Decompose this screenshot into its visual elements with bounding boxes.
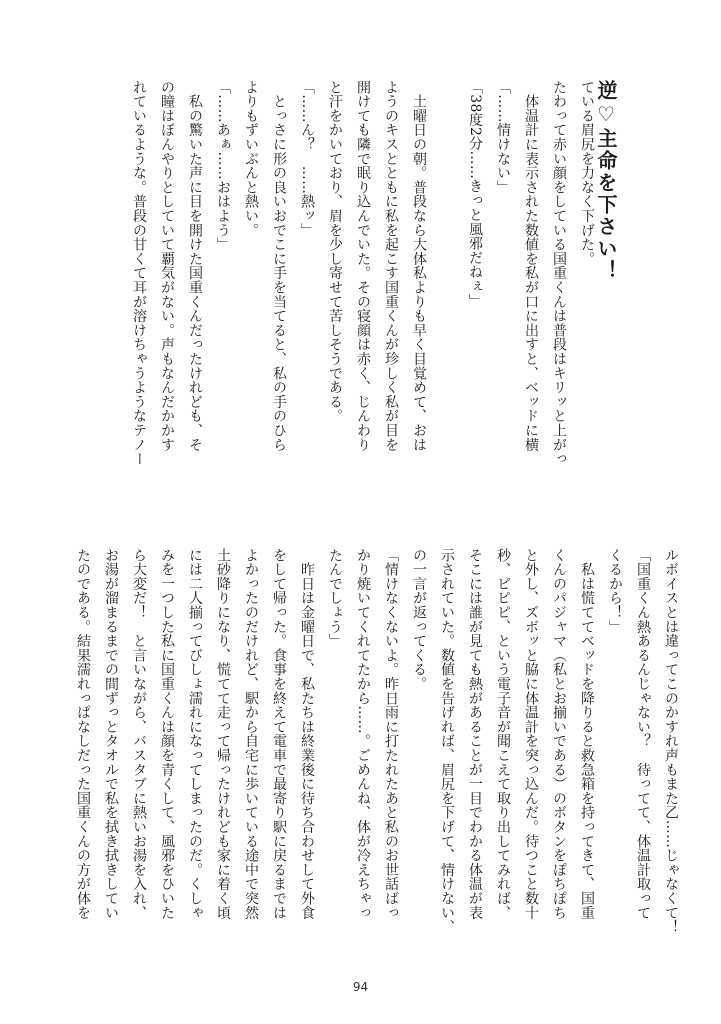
text-line: ルボイスとは違ってこのかすれ声もまた乙……じゃなくて！ xyxy=(663,548,679,935)
text-line: の一言が返ってくる。 xyxy=(411,548,427,691)
text-line: 土砂降りになり、慌てて走って帰ったけれども家に着く頃 xyxy=(215,548,231,920)
text-line: 私の驚いた声に目を開けた国重くんだったけれども、そ xyxy=(187,80,203,452)
lower-text-column xyxy=(25,548,685,950)
text-line: 「38度2分……きっと風邪だねぇ」 xyxy=(467,80,483,308)
text-line: そこには誰が見ても熱があることが一目でわかる体温が表 xyxy=(467,548,483,920)
text-line: たわって赤い顔をしている国重くんは普段はキリッと上がっ xyxy=(551,80,567,467)
text-line: とっさに形の良いおでこに手を当てると、私の手のひら xyxy=(271,80,287,452)
text-line: 開けても隣で眠り込んでいた。その寝顔は赤く、じんわり xyxy=(355,80,371,452)
text-line: をして帰った。食事を終えて電車で最寄り駅に戻るまでは xyxy=(271,548,287,920)
text-line: くるから！」 xyxy=(607,548,623,634)
text-line: には二人揃ってびしょ濡れになってしまったのだ。くしゃ xyxy=(187,548,203,920)
text-line: かり焼いてくれてたから……。ごめんね、体が冷えちゃっ xyxy=(355,548,371,920)
text-line xyxy=(433,80,461,512)
text-line: 「……情けない」 xyxy=(495,80,511,195)
text-line: と汗をかいており、眉を少し寄せて苦しそうである。 xyxy=(327,80,343,424)
text-line: ら大変だ！ と言いながら、バスタブに熱いお湯を入れ、 xyxy=(131,548,147,920)
text-line: 「国重くん熱あるんじゃない？ 待ってて、体温計取って xyxy=(635,548,651,920)
text-line: よかったのだけれど、駅から自宅に歩いている途中で突然 xyxy=(243,548,259,920)
text-line: れているような。普段の甘くて耳が溶けちゃうようなテノー xyxy=(131,80,147,467)
text-line: 私は慌ててベッドを降りると救急箱を持ってきて、国重 xyxy=(579,548,595,920)
chapter-title: 逆♡主命を下さい！ xyxy=(594,80,618,282)
text-line: 示されていた。数値を告げれば、眉尻を下げて、情けない、 xyxy=(439,548,455,935)
text-line: みを一つした私に国重くんは顔を青くして、風邪をひいた xyxy=(159,548,175,920)
text-line: 土曜日の朝。普段なら大体私よりも早く目覚めて、おは xyxy=(411,80,427,452)
text-line: くんのパジャマ（私とお揃いである）のボタンをぽちぽち xyxy=(551,548,567,920)
text-line: たのである。結果濡れっぱなしだった国重くんの方が体を xyxy=(75,548,91,920)
upper-text-column xyxy=(131,80,601,512)
text-line: よりもずいぶんと熱い。 xyxy=(243,80,259,238)
text-line: ようのキスとともに私を起こす国重くんが珍しく私が目を xyxy=(383,80,399,452)
text-line: と外し、ズボッと脇に体温計を突っ込んだ。待つこと数十 xyxy=(523,548,539,920)
text-line: の瞳はぼんやりとしていて覇気がない。声もなんだかかす xyxy=(159,80,175,452)
text-line: ている眉尻を力なく下げた。 xyxy=(579,80,595,266)
text-line: 昨日は金曜日で、私たちは終業後に待ち合わせして外食 xyxy=(299,548,315,920)
text-line: お湯が溜まるまでの間ずっとタオルで私を拭き拭きしてい xyxy=(103,548,119,920)
page-number: 94 xyxy=(352,980,369,994)
text-line: 「……ん？ ……熱ッ」 xyxy=(299,80,315,238)
text-line: たんでしょう」 xyxy=(327,548,343,649)
text-line: 「……あぁ……おはよう」 xyxy=(215,80,231,252)
text-line: 「情けなくないよ。昨日雨に打たれたあと私のお世話ばっ xyxy=(383,548,399,920)
text-line: 秒、ピピピ、という電子音が聞こえて取り出してみれば、 xyxy=(495,548,511,920)
text-line: 体温計に表示された数値を私が口に出すと、ベッドに横 xyxy=(523,80,539,452)
